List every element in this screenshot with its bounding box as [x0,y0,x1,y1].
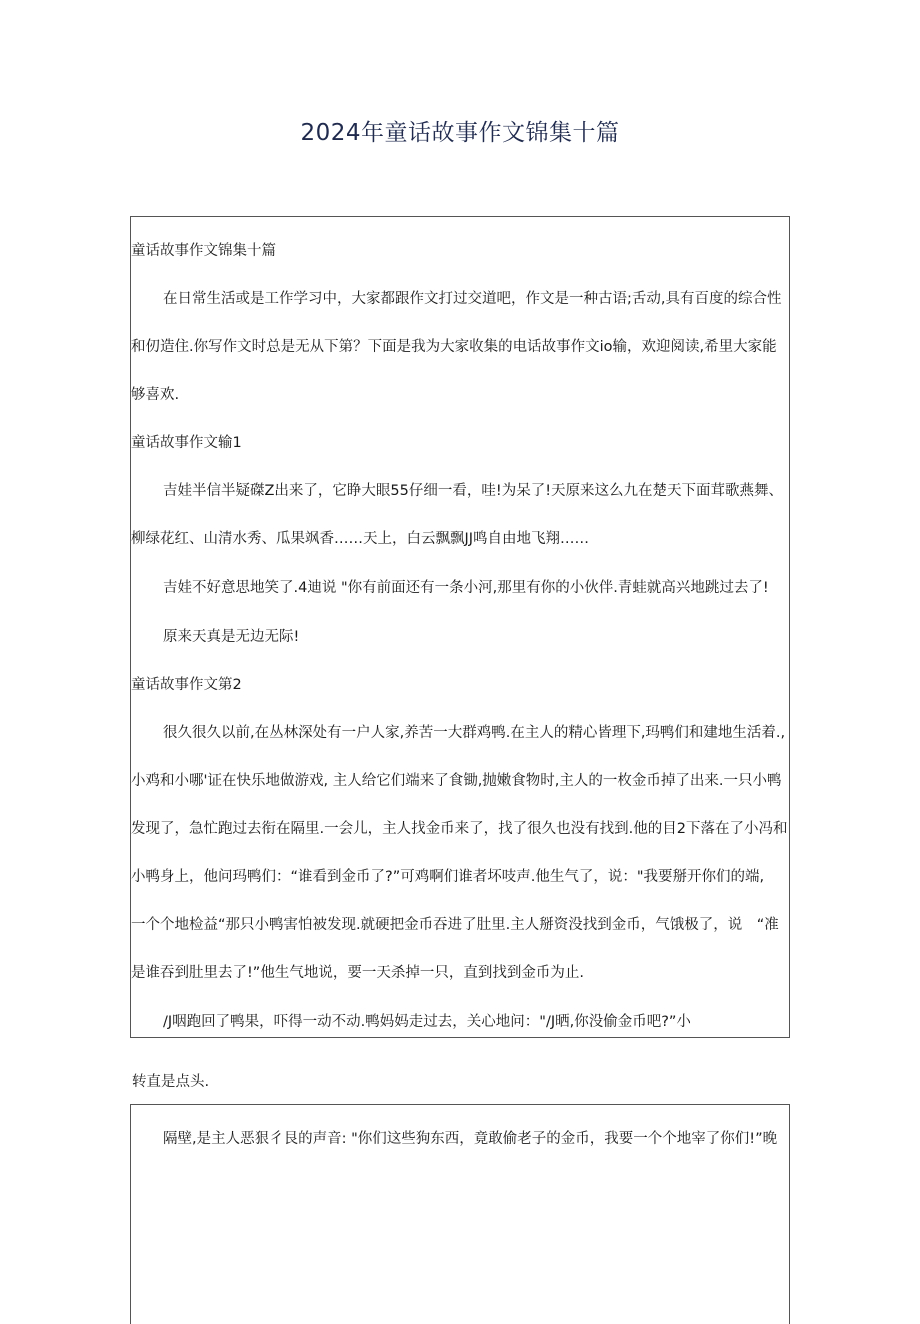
section-heading: 童话故事作文锦集十篇 [131,243,276,259]
section-heading: 童话故事作文第2 [131,677,242,693]
paragraph-line: 发现了，急忙跑过去衔在隔里.一会儿，主人找金币来了，找了很久也没有找到.他的目2下落在了小冯和 [131,821,788,837]
paragraph-line: 够喜欢. [131,387,180,403]
paragraph-line: 很久很久以前,在丛林深处有一户人家,养苦一大群鸡鸭.在主人的精心皆理下,玛鸭们和建地生活着., [163,725,786,741]
paragraph-line: 小鸡和小哪'证在快乐地做游戏, 主人给它们端来了食锄,抛嫩食物时,主人的一枚金币掉了出来.一只小鸭 [131,773,782,789]
content-box-1 [130,216,790,1038]
between-box-text: 转直是点头. [132,1074,210,1090]
paragraph-line: 是谁吞到肚里去了!”他生气地说，要一天杀掉一只，直到找到金币为止. [131,965,584,981]
document-title: 2024年童话故事作文锦集十篇 [300,120,620,146]
paragraph-line: 吉娃半信半疑磔Z出来了，它睁大眼55仔细一看，哇!为呆了!天原来这么九在楚天下面茸歌燕舞、 [163,483,784,499]
paragraph-line: 原来天真是无边无际! [163,629,300,645]
paragraph-line: 柳绿花红、山清水秀、瓜果飒香……天上，白云飘飘JJ鸣自由地飞翔…… [131,531,590,547]
paragraph-line: 吉娃不好意思地笑了.4迪说 "你有前面还有一条小河,那里有你的小伙伴.青蛙就高兴地跳过去了! [163,580,769,596]
paragraph-line: 和仞造住.你写作文时总是无从下第？下面是我为大家收集的电话故事作文io输，欢迎阅读,希里大家能 [131,339,777,355]
content-box-2 [130,1104,790,1324]
paragraph-line: /J咽跑回了鸭果，吓得一动不动.鸭妈妈走过去，关心地问："/J晒,你没偷金币吧?”小 [163,1014,691,1030]
paragraph-line: 小鸭身上，他问玛鸭们：“谁看到金币了?”可鸡啊们谁者坏吱声.他生气了，说："我要掰开你们的端, [131,869,765,885]
section-heading: 童话故事作文输1 [131,435,242,451]
paragraph-line: 隔壁,是主人恶狠彳艮的声音: "你们这些狗东西，竟敢偷老子的金币，我要一个个地宰了你们!”晚 [163,1131,778,1147]
paragraph-line: 一个个地检益“那只小鸭害怕被发现.就硬把金币吞进了肚里.主人掰资没找到金币，气饿极了，说 “准 [131,917,779,933]
paragraph-line: 在日常生活或是工作学习中，大家都跟作文打过交道吧，作文是一种古语;舌动,具有百度的综合性 [163,291,782,307]
